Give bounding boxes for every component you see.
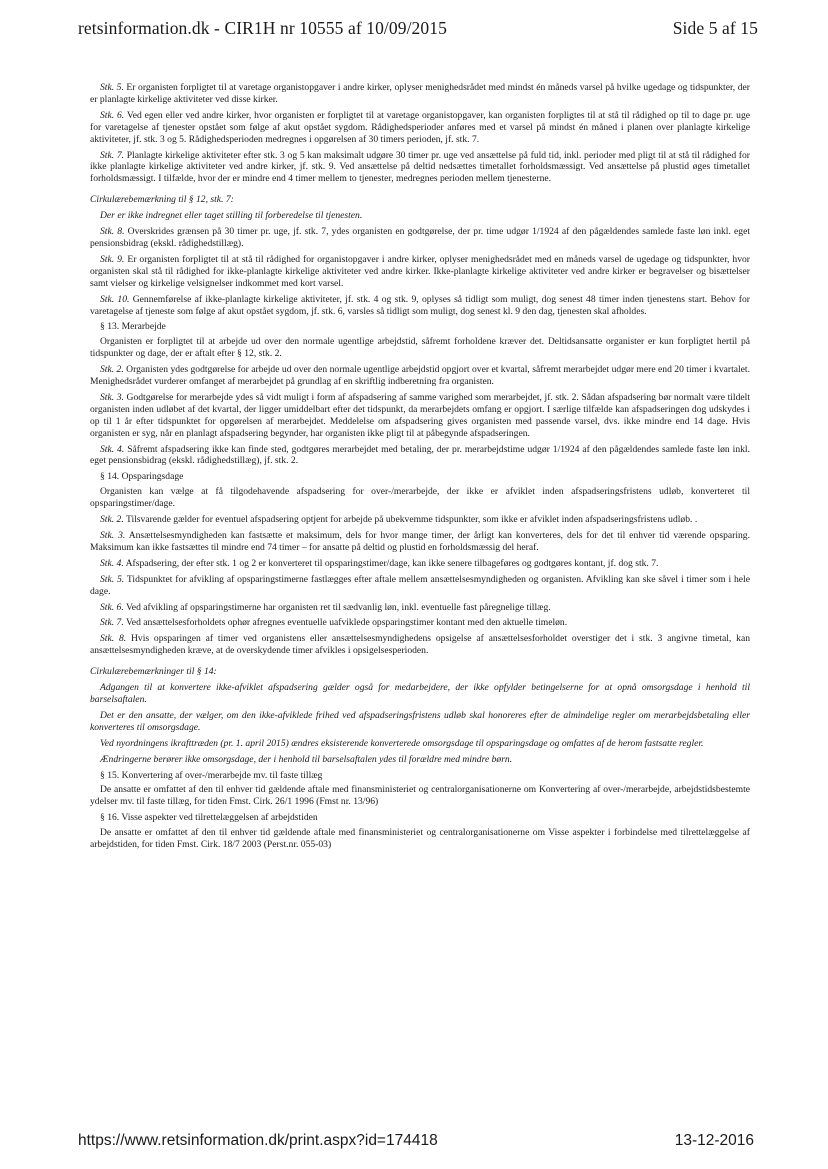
section-number: § 13.: [100, 321, 120, 333]
subsection-label: Stk. 9.: [100, 253, 125, 265]
body-paragraph: [90, 602, 750, 614]
footer-date: 13-12-2016: [674, 1132, 754, 1149]
paragraph-text: Gennemførelse af ikke-planlagte kirkelige aktiviteter, jf. stk. 4 og stk. 9, oplyses så tidligt som muligt, dog senest 48 timer inden tjenestens start. Behov for varetagelse af tjeneste som følge af akut opstået sygdom, jf. stk. 6, varsles så tidligt som muligt, dog senest kl. 9 den dag, tjenesten skal afholdes.: [90, 293, 750, 317]
body-paragraph: [90, 150, 750, 186]
body-paragraph: [90, 617, 750, 629]
paragraph-text: Cirkulærebemærkning til § 12, stk. 7:: [90, 194, 234, 206]
circular-remark-text: [90, 682, 750, 706]
document-body: [90, 82, 750, 855]
body-paragraph: [90, 444, 750, 468]
paragraph-text: Konvertering af over-/merarbejde mv. til faste tillæg: [119, 769, 323, 781]
paragraph-text: Det er den ansatte, der vælger, om den ikke-afviklede frihed ved afspadseringsfristens udløb skal honoreres efter de almindelige regler om merarbejdsbetaling eller konverteres til omsorgsdage.: [90, 709, 750, 733]
body-paragraph: [90, 784, 750, 808]
paragraph-text: Er organisten forpligtet til at varetage organistopgaver i andre kirker, oplyser menighedsrådet med mindst én måneds varsel på hvilke ugedage og tidspunkter, der er planlagte kirkelige aktiviteter ved disse kirker.: [90, 82, 750, 105]
paragraph-text: Ændringerne berører ikke omsorgsdage, der i henhold til barselsaftalen ydes til forældre med mindre børn.: [100, 753, 513, 765]
body-paragraph: [90, 254, 750, 290]
paragraph-text: Organisten er forpligtet til at arbejde ud over den normale ugentlige arbejdstid, såfremt forholdene kræver det. Deltidsansatte organister er kun forpligtet hertil på tidspunkter og dage, der er aftalt efter § 12, stk. 2.: [90, 336, 750, 360]
subsection-label: Stk. 3.: [100, 530, 126, 541]
paragraph-text: Visse aspekter ved tilrettelæggelsen af arbejdstiden: [119, 812, 318, 824]
paragraph-text: Afspadsering, der efter stk. 1 og 2 er konverteret til opsparingstimer/dage, kan ikke senere tilbageføres og godtgøres kontant, jf. dog stk. 7.: [123, 557, 659, 569]
paragraph-text: Såfremt afspadsering ikke kan finde sted, godtgøres merarbejdet med betaling, der pr. merarbejdstime udgør 1/1924 af den pågældendes samlede faste løn inkl. eget pensionsbidrag (ekskl. rådighedstillæg), jf. stk. 2.: [90, 443, 750, 467]
body-paragraph: [90, 514, 750, 526]
circular-remark-text: [90, 738, 750, 750]
subsection-label: Stk. 5.: [100, 573, 125, 585]
subsection-label: Stk. 3.: [100, 391, 124, 403]
paragraph-text: De ansatte er omfattet af den til enhver tid gældende aftale med finansministeriet og centralorganisationerne om Konvertering af over-/merarbejde, arbejdstidsbestemte ydelser mv. til faste tillæg, for tiden Fmst. Cirk. 26/1 1996 (Fmst nr. 13/96): [90, 784, 750, 808]
circular-remark-text: [90, 754, 750, 766]
circular-remark-heading: [90, 666, 750, 678]
paragraph-text: Tilsvarende gælder for eventuel afspadsering optjent for arbejde på ubekvemme tidspunkter, som ikke er afviklet inden afspadseringsfristens udløb. .: [123, 514, 698, 526]
body-paragraph: [90, 294, 750, 318]
section-heading: [90, 471, 750, 483]
paragraph-text: Er organisten forpligtet til at stå til rådighed for organistopgaver i andre kirker, oplyser menighedsrådet med en måneds varsel de ugedage og tidspunkter, hvor organisten skal stå til rådighed for ikke-planlagte kirkelige aktiviteter ved andre kirker. Ikke-planlagte kirkelige aktiviteter ved andre kirker er begravelser og bisættelser samt vielser og kirkelige velsignelser indkommet med kort varsel.: [90, 253, 750, 289]
paragraph-text: Organisten kan vælge at få tilgodehavende afspadsering for over-/merarbejde, der ikke er afviklet inden afspadseringsfristens udløb, konverteret til opsparingstimer/dage.: [90, 486, 750, 510]
section-number: § 15.: [100, 769, 120, 781]
subsection-label: Stk. 4.: [100, 443, 125, 455]
body-paragraph: [90, 827, 750, 851]
paragraph-text: Organisten ydes godtgørelse for arbejde ud over den normale ugentlige arbejdstid opgjort over et kvartal, såfremt merarbejdet udgør mere end 20 timer i kvartalet. Menighedsrådet vurderer omfanget af merarbejdet på grundlag af en skriftlig indberetning fra organisten.: [90, 364, 750, 388]
subsection-label: Stk. 2.: [100, 514, 124, 526]
body-paragraph: [90, 336, 750, 360]
paragraph-text: Planlagte kirkelige aktiviteter efter stk. 3 og 5 kan maksimalt udgøre 30 timer pr. uge ved ansættelse på fuld tid, inkl. perioder med pligt til at stå til rådighed for ikke planlagte kirkelige aktiviteter ved andre kirker, jf. stk. 9. Ved ansættelse på deltid nedsættes timetallet forholdsmæssigt. Ved ansættelse på plustid øges timetallet forholdsmæssigt. I tilfælde, hvor der er mindre end 4 timer mellem to tjenester, medregnes perioden mellem tjenesterne.: [90, 149, 750, 185]
circular-remark-heading: [90, 194, 750, 206]
paragraph-text: Merarbejde: [119, 321, 166, 333]
paragraph-text: Ved afvikling af opsparingstimerne har organisten ret til sædvanlig løn, inkl. eventuelle fast påregnelige tillæg.: [123, 601, 551, 613]
body-paragraph: [90, 110, 750, 146]
subsection-label: Stk. 8.: [100, 633, 127, 645]
paragraph-text: Der er ikke indregnet eller taget stilling til forberedelse til tjenesten.: [100, 210, 363, 222]
subsection-label: Stk. 7.: [100, 149, 125, 161]
subsection-label: Stk. 10.: [100, 293, 130, 305]
section-heading: [90, 321, 750, 333]
subsection-label: Stk. 5.: [100, 82, 124, 93]
page-number: Side 5 af 15: [672, 18, 758, 38]
body-paragraph: [90, 530, 750, 554]
subsection-label: Stk. 6.: [100, 109, 125, 121]
body-paragraph: [90, 82, 750, 106]
paragraph-text: Opsparingsdage: [119, 471, 184, 483]
subsection-label: Stk. 7.: [100, 617, 124, 629]
body-paragraph: [90, 558, 750, 570]
body-paragraph: [90, 364, 750, 388]
section-heading: [90, 812, 750, 824]
section-number: § 16.: [100, 812, 120, 824]
section-heading: [90, 770, 750, 782]
body-paragraph: [90, 574, 750, 598]
subsection-label: Stk. 8.: [100, 226, 125, 238]
paragraph-text: Adgangen til at konvertere ikke-afviklet afspadsering gælder også for medarbejdere, der ikke opfylder betingelserne for at opnå omsorgsdage i henhold til barselsaftalen.: [90, 682, 750, 705]
footer-url: https://www.retsinformation.dk/print.aspx?id=174418: [78, 1132, 438, 1149]
paragraph-text: Hvis opsparingen af timer ved organistens eller ansættelsesmyndighedens opsigelse af ansættelsesforholdet overstiger det i stk. 3 angivne timetal, kan ansættelsesmyndigheden kræve, at de overskydende timer afvikles i opsigelsesperioden.: [90, 633, 751, 657]
paragraph-text: Ansættelsesmyndigheden kan fastsætte et maksimum, dels for hvor mange timer, der årligt kan konverteres, dels for det til enhver tid værende opsparing. Maksimum kan ikke fastsættes til mindre end 74 timer – for ansatte på deltid og plustid en forholdsmæssig del heraf.: [90, 530, 751, 553]
paragraph-text: Ved egen eller ved andre kirker, hvor organisten er forpligtet til at varetage organistopgaver, kan organisten forpligtes til at stå til rådighed op til to dage pr. uge for varetagelse af tjenester opstået som følge af akut opstået sygdom. Rådighedsperioder anføres med et varsel på mindst én måned i planen over planlagte kirkelige aktiviteter, jf. stk. 3 og 5. Rådighedsperioden medregnes i opgørelsen af 30 timers perioden, jf. stk. 7.: [90, 109, 750, 145]
paragraph-text: De ansatte er omfattet af den til enhver tid gældende aftale med finansministeriet og centralorganisationerne om Visse aspekter i forbindelse med tilrettelæggelse af arbejdstiden, for tiden Fmst. Cirk. 18/7 2003 (Perst.nr. 055-03): [90, 827, 750, 851]
circular-remark-text: [90, 210, 750, 222]
paragraph-text: Tidspunktet for afvikling af opsparingstimerne fastlægges efter aftale mellem ansættelsesmyndigheden og organisten. Afvikling kan ske såvel i timer som i hele dage.: [90, 573, 750, 597]
body-paragraph: [90, 486, 750, 510]
paragraph-text: Ved nyordningens ikrafttræden (pr. 1. april 2015) ændres eksisterende konverterede omsorgsdage til opsparingsdage og omfattes af de herom fastsatte regler.: [100, 737, 704, 749]
subsection-label: Stk. 2.: [100, 364, 124, 376]
paragraph-text: Cirkulærebemærkninger til § 14:: [90, 666, 217, 678]
body-paragraph: [90, 226, 750, 250]
body-paragraph: [90, 633, 750, 657]
paragraph-text: Godtgørelse for merarbejde ydes så vidt muligt i form af afspadsering af samme varighed som merarbejdet, jf. stk. 2. Sådan afspadsering bør normalt være tildelt organisten inden udløbet af det kvartal, der ligger umiddelbart efter det tidspunkt, da merarbejdets omfang er opgjort. I særlige tilfælde kan afspadseringen dog udskydes i op til 1 år efter tidspunktet for opgørelsen af merarbejdet. Meddelelse om afspadsering gives organisten med passende varsel, dvs. ikke mindre end 14 dage. Hvis organisten er syg, når en planlagt afspadsering begynder, har organisten ikke pligt til at påbegynde afspadseringen.: [90, 391, 750, 439]
circular-remark-text: [90, 710, 750, 734]
document-header-title: retsinformation.dk - CIR1H nr 10555 af 10/09/2015: [78, 18, 447, 38]
subsection-label: Stk. 4.: [100, 557, 124, 569]
paragraph-text: Ved ansættelsesforholdets ophør afregnes eventuelle uafviklede opsparingstimer kontant med den aktuelle timeløn.: [123, 617, 568, 629]
subsection-label: Stk. 6.: [100, 601, 124, 613]
section-number: § 14.: [100, 471, 120, 483]
body-paragraph: [90, 392, 750, 440]
paragraph-text: Overskrides grænsen på 30 timer pr. uge, jf. stk. 7, ydes organisten en godtgørelse, der pr. time udgør 1/1924 af den pågældendes samlede faste løn inkl. eget pensionsbidrag (ekskl. rådighedstillæg).: [90, 226, 750, 249]
